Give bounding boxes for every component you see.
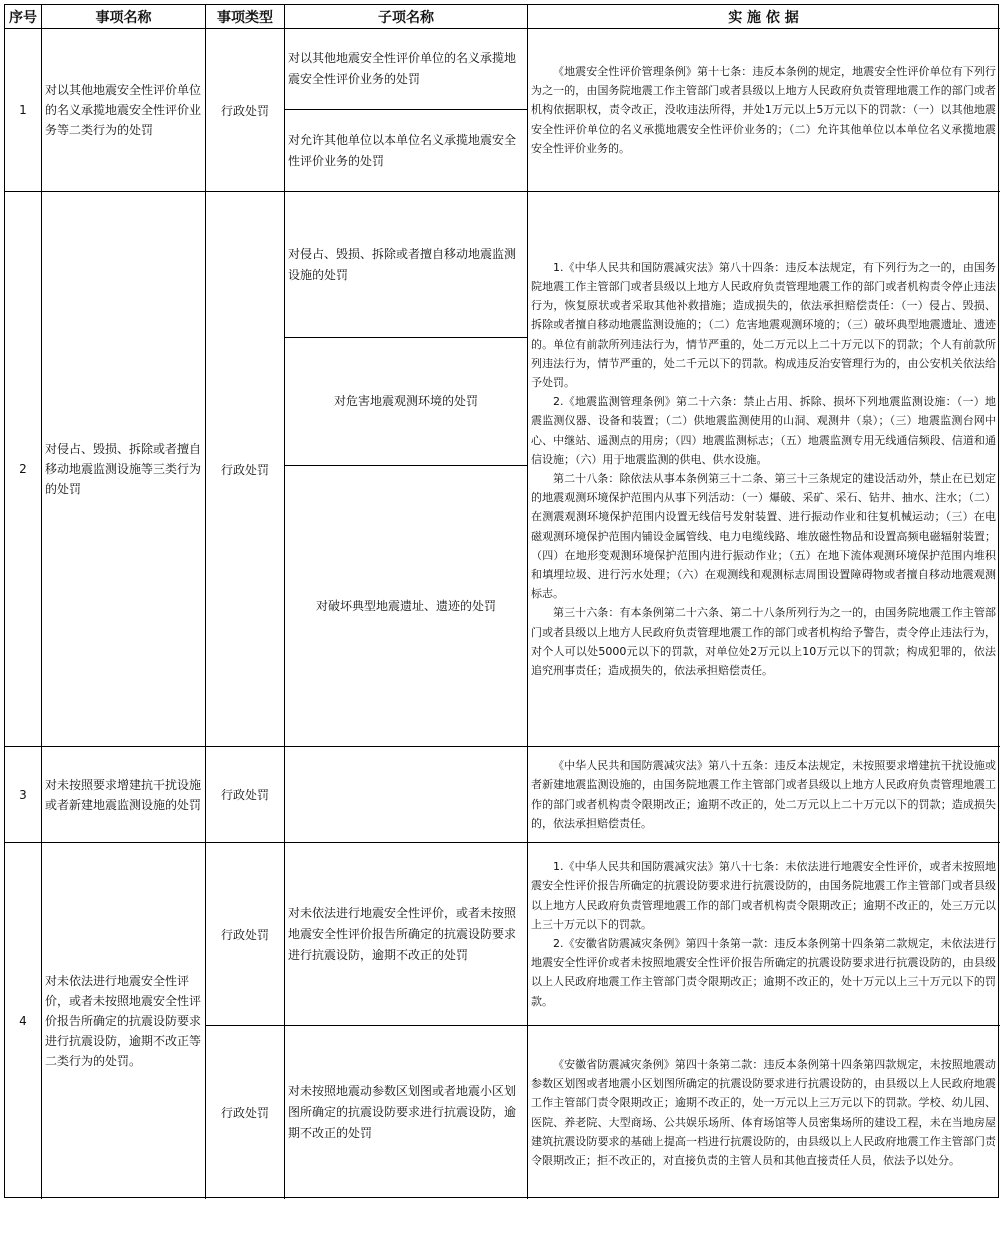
sub-item-name: 对以其他地震安全性评价单位的名义承揽地震安全性评价业务的处罚 [288, 51, 517, 86]
legal-basis [528, 747, 999, 842]
item-name: 对未按照要求增建抗干扰设施或者新建地震监测设施的处罚 [45, 777, 202, 812]
header-seq: 序号 [9, 9, 37, 26]
item-name: 对侵占、毁损、拆除或者擅自移动地震监测设施等三类行为的处罚 [45, 442, 202, 496]
legal-basis [528, 192, 999, 746]
row-number: 2 [19, 462, 27, 476]
basis-paragraph: 2.《安徽省防震减灾条例》第四十条第一款：违反本条例第十四条第二款规定，未依法进行地震安全性评价或者未按照地震安全性评价报告所确定的抗震设防要求进行抗震设防的，由县级以上人民政府地震工作主管部门责令限期改正；逾期不改正的，处十万元以上三十万元以下的罚款。 [531, 937, 996, 1008]
row-number: 3 [19, 787, 27, 802]
item-type: 行政处罚 [220, 927, 269, 942]
item-name: 对未依法进行地震安全性评价，或者未按照地震安全性评价报告所确定的抗震设防要求进行抗震设防，逾期不改正等二类行为的处罚。 [45, 974, 202, 1068]
sub-item-name: 对未依法进行地震安全性评价，或者未按照地震安全性评价报告所确定的抗震设防要求进行抗震设防，逾期不改正的处罚 [288, 905, 517, 962]
sub-item-name: 对未按照地震动参数区划图或者地震小区划图所确定的抗震设防要求进行抗震设防，逾期不改正的处罚 [288, 1084, 517, 1140]
basis-paragraph: 《安徽省防震减灾条例》第四十条第二款：违反本条例第十四条第四款规定，未按照地震动参数区划图或者地震小区划图所确定的抗震设防要求进行抗震设防的，由县级以上人民政府地震工作主管部门责令限期改正；逾期不改正的，处一万元以上三万元以下的罚款。学校、幼儿园、医院、养老院、大型商场、公共娱乐场所、体育场馆等人员密集场所的建设工程，未在当地房屋建筑抗震设防要求的基础上提高一档进行抗震设防的，由县级以上人民政府地震工作主管部门责令限期改正；拒不改正的，对直接负责的主管人员和其他直接责任人员，依法予以处分。 [531, 1057, 996, 1167]
basis-paragraph: 1.《中华人民共和国防震减灾法》第八十四条：违反本法规定，有下列行为之一的，由国务院地震工作主管部门或者县级以上地方人民政府负责管理地震工作的部门或者机构责令停止违法行为，恢复原状或者采取其他补救措施；造成损失的，依法承担赔偿责任：（一）侵占、毁损、拆除或者擅自移动地震监测设施的；（二）危害地震观测环境的；（三）破坏典型地震遗址、遗迹的。单位有前款所列违法行为，情节严重的，处二万元以上二十万元以下的罚款；个人有前款所列违法行为，情节严重的，处二千元以下的罚款。构成违反治安管理行为的，由公安机关依法给予处罚。 [531, 260, 996, 389]
item-type: 行政处罚 [220, 1106, 269, 1120]
row-number: 1 [19, 103, 27, 117]
basis-paragraph: 《地震安全性评价管理条例》第十七条：违反本条例的规定，地震安全性评价单位有下列行为之一的，由国务院地震工作主管部门或者县级以上地方人民政府负责管理地震工作的部门或者机构依据职权，责令改正，没收违法所得，并处1万元以上5万元以下的罚款：（一）以其他地震安全性评价单位的名义承揽地震安全性评价业务的；（二）允许其他单位以本单位名义承揽地震安全性评价业务的。 [531, 64, 996, 155]
header-basis: 实 施 依 据 [728, 9, 799, 26]
basis-paragraph: 2.《地震监测管理条例》第二十六条：禁止占用、拆除、损坏下列地震监测设施：（一）地震监测仪器、设备和装置；（二）供地震监测使用的山洞、观测井（泉）；（三）地震监测台网中心、中继站、遥测点的用房；（四）地震监测标志；（五）地震监测专用无线通信频段、信道和通信设施；（六）用于地震监测的供电、供水设施。 [531, 395, 996, 466]
header-item-type: 事项类型 [217, 9, 273, 26]
sub-item-name: 对允许其他单位以本单位名义承揽地震安全性评价业务的处罚 [288, 132, 517, 168]
basis-paragraph: 第三十六条：有本条例第二十六条、第二十八条所列行为之一的，由国务院地震工作主管部门或者县级以上地方人民政府负责管理地震工作的部门或者机构给予警告，责令停止违法行为，对个人可以处5000元以下的罚款，对单位处2万元以上10万元以下的罚款；构成犯罪的，依法追究刑事责任；造成损失的，依法承担赔偿责任。 [531, 606, 996, 678]
header-sub-item: 子项名称 [378, 9, 434, 26]
item-type: 行政处罚 [220, 462, 269, 477]
row-number: 4 [19, 1014, 27, 1028]
basis-paragraph: 1.《中华人民共和国防震减灾法》第八十七条：未依法进行地震安全性评价，或者未按照地震安全性评价报告所确定的抗震设防要求进行抗震设防的，由国务院地震工作主管部门或者县级以上地方人民政府负责管理地震工作的部门或者机构责令限期改正；逾期不改正的，处三万元以上三十万元以下的罚款。 [531, 860, 996, 931]
legal-basis [528, 1026, 999, 1199]
item-type: 行政处罚 [220, 103, 269, 118]
legal-basis [528, 843, 999, 1025]
sub-item-name: 对破坏典型地震遗址、遗迹的处罚 [315, 598, 496, 613]
sub-item-name: 对侵占、毁损、拆除或者擅自移动地震监测设施的处罚 [288, 246, 517, 282]
sub-item-name: 对危害地震观测环境的处罚 [333, 394, 478, 408]
basis-paragraph: 第二十八条：除依法从事本条例第三十二条、第三十三条规定的建设活动外，禁止在已划定的地震观测环境保护范围内从事下列活动：（一）爆破、采矿、采石、钻井、抽水、注水；（二）在测震观测环境保护范围内设置无线信号发射装置、进行振动作业和往复机械运动；（三）在电磁观测环境保护范围内铺设金属管线、电力电缆线路、堆放磁性物品和设置高频电磁辐射装置；（四）在地形变观测环境保护范围内进行振动作业；（五）在地下流体观测环境保护范围内堆积和填埋垃圾、进行污水处理；（六）在观测线和观测标志周围设置障碍物或者擅自移动地震观测标志。 [531, 472, 996, 601]
header-item-name: 事项名称 [95, 9, 152, 26]
legal-basis [528, 29, 999, 191]
document-table [4, 4, 999, 1198]
sub-item-name [285, 747, 527, 842]
item-name: 对以其他地震安全性评价单位的名义承揽地震安全性评价业务等二类行为的处罚 [45, 83, 202, 137]
item-type: 行政处罚 [220, 788, 269, 802]
basis-paragraph: 《中华人民共和国防震减灾法》第八十五条：违反本法规定，未按照要求增建抗干扰设施或者新建地震监测设施的，由国务院地震工作主管部门或者县级以上地方人民政府负责管理地震工作的部门或者机构责令限期改正；逾期不改正的，处二万元以上二十万元以下的罚款；造成损失的，依法承担赔偿责任。 [531, 759, 996, 830]
